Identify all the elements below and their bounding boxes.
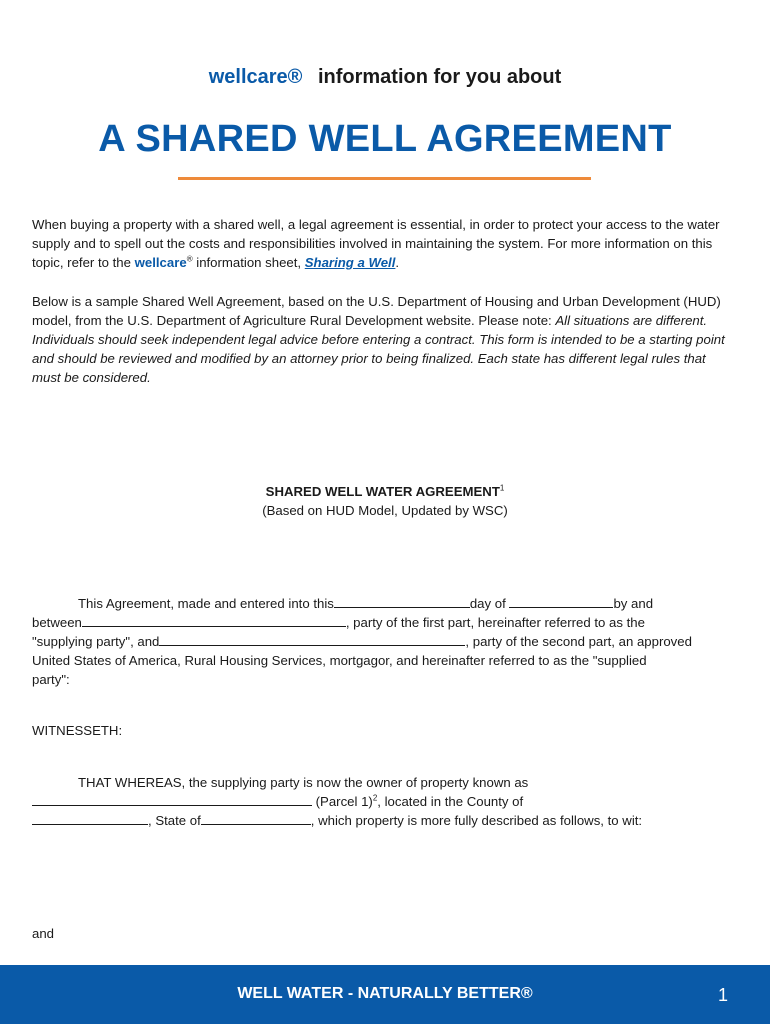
month-blank[interactable]	[509, 595, 613, 608]
inline-brand: wellcare	[134, 255, 187, 270]
title-divider	[178, 177, 591, 180]
witnesseth: WITNESSETH:	[32, 723, 123, 738]
text: , party of the first part, hereinafter referred to as the	[345, 615, 645, 630]
page-title: A SHARED WELL AGREEMENT	[98, 118, 672, 160]
page-number: 1	[717, 985, 728, 1005]
text: , party of the second part, an approved	[465, 634, 692, 649]
header-tagline: information for you about	[317, 66, 562, 88]
agreement-line-5: party":	[32, 672, 70, 687]
agreement-line-2	[32, 613, 752, 632]
and-text: and	[32, 926, 55, 941]
first-party-blank[interactable]	[82, 614, 346, 627]
parcel-blank[interactable]	[32, 793, 312, 806]
text: by and	[613, 596, 654, 611]
text: between	[32, 615, 82, 630]
agreement-line-3	[32, 632, 752, 651]
agreement-line-4: United States of America, Rural Housing Services, mortgagor, and hereinafter referred to as the "supplied	[32, 653, 647, 668]
second-party-blank[interactable]	[159, 633, 465, 646]
registered-mark: ®	[186, 254, 193, 264]
county-blank[interactable]	[32, 812, 148, 825]
text: , located in the County of	[377, 794, 524, 809]
sharing-a-well-link[interactable]: Sharing a Well	[304, 255, 396, 270]
brand-name: wellcare®	[208, 66, 303, 88]
state-blank[interactable]	[201, 812, 311, 825]
agreement-subtitle: (Based on HUD Model, Updated by WSC)	[262, 503, 508, 518]
footer-slogan: WELL WATER - NATURALLY BETTER®	[237, 985, 533, 1002]
text: , State of	[148, 813, 201, 828]
text: This Agreement, made and entered into this	[78, 596, 334, 611]
footnote-marker: 2	[372, 793, 378, 803]
header-line	[0, 66, 770, 89]
intro-paragraph-2	[32, 292, 732, 387]
intro-paragraph-1	[32, 215, 732, 272]
agreement-line-1	[78, 594, 770, 613]
footer-bar	[0, 965, 770, 1024]
whereas-line-1: THAT WHEREAS, the supplying party is now the owner of property known as	[78, 775, 529, 790]
intro-text: When buying a property with a shared well, a legal agreement is essential, in order to protect your access to the water supply and to spell out the costs and responsibilities involved in maintaining the system. For more information on this topic, refer to the	[32, 217, 720, 270]
intro-end: .	[395, 255, 400, 270]
agreement-heading	[0, 482, 770, 520]
intro-p2-text: Below is a sample Shared Well Agreement, based on the U.S. Department of Housing and Urban Development (HUD) model, from the U.S. Department of Agriculture Rural Development website. Please note:	[32, 294, 721, 328]
whereas-line-2	[32, 792, 752, 811]
footnote-marker: 1	[499, 483, 505, 493]
text: "supplying party", and	[32, 634, 160, 649]
intro-text-cont: information sheet,	[192, 255, 305, 270]
text: , which property is more fully described as follows, to wit:	[310, 813, 643, 828]
text: (Parcel 1)	[312, 794, 373, 809]
text: day of	[469, 596, 510, 611]
whereas-line-3	[32, 811, 752, 830]
disclaimer-text: All situations are different. Individuals should seek independent legal advice before entering a contract. This form is intended to be a starting point and should be reviewed and modified by an attorney prior to being finalized. Each state has different legal rules that must be considered.	[32, 313, 725, 385]
date-blank[interactable]	[334, 595, 470, 608]
agreement-title: SHARED WELL WATER AGREEMENT	[265, 484, 500, 499]
